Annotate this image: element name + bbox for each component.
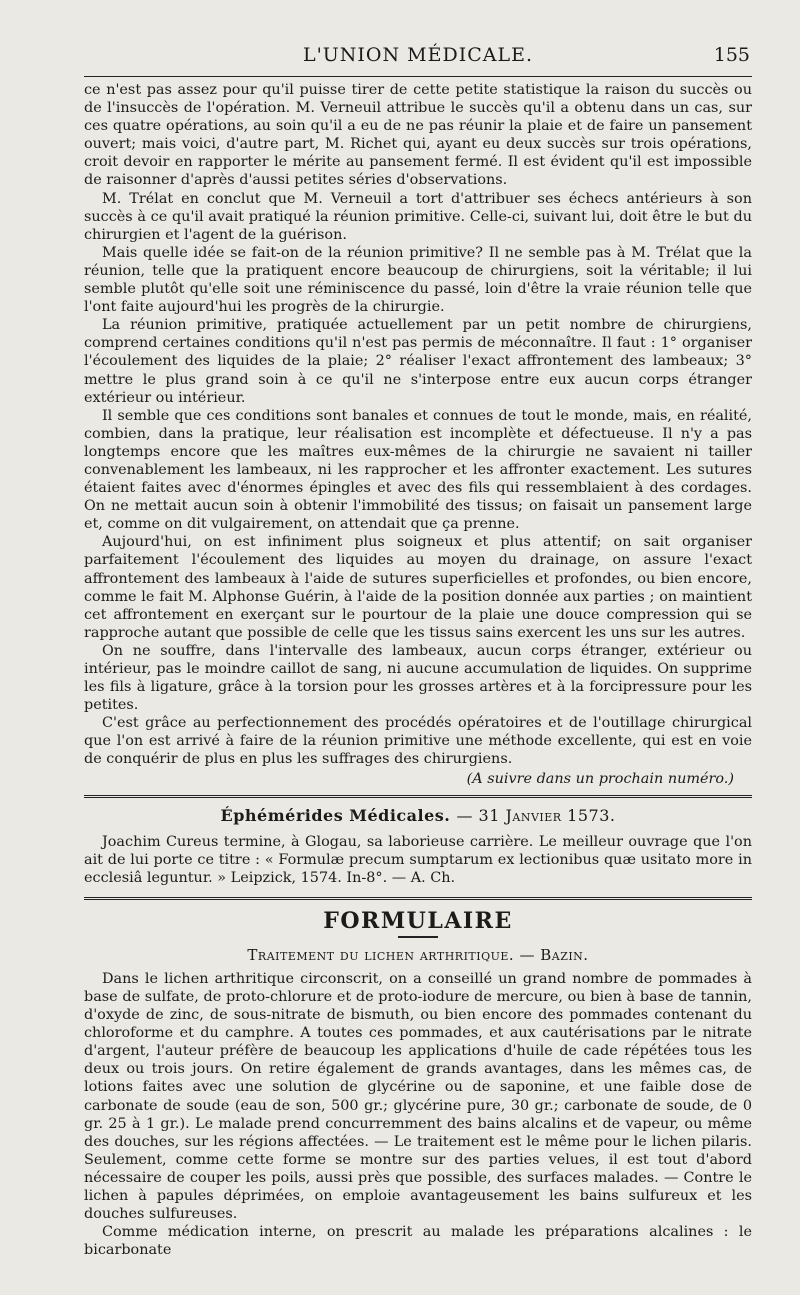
article-paragraph: Aujourd'hui, on est infiniment plus soigneux et plus attentif; on sait organiser parfaitement l'écoulement des liquides au moyen du drainage, on assure l'exact affrontement des lambeaux à l'aide de sutures superficielles et profondes, ou bien encore, comme le fait M. Alphonse Guérin, à l'aide de la position donnée aux parties ; on maintient cet affrontement en exerçant sur le pourtour de la plaie une douce compression qui se rapproche autant que possible de celle que les tissus sains exercent les uns sur les autres.	[84, 534, 752, 641]
article-paragraph: On ne souffre, dans l'intervalle des lambeaux, aucun corps étranger, extérieur ou intérieur, pas le moindre caillot de sang, ni aucune accumulation de liquides. On supprime les fils à ligature, grâce à la torsion pour les grosses artères et à la forcipressure pour les petites.	[84, 642, 752, 714]
formulaire-title: FORMULAIRE	[323, 907, 513, 934]
article-paragraph: La réunion primitive, pratiquée actuellement par un petit nombre de chirurgiens, comprend certaines conditions qu'il n'est pas permis de méconnaître. Il faut : 1° organiser l'écoulement des liquides de la plaie; 2° réaliser l'exact affrontement des lambeaux; 3° mettre le plus grand soin à ce qu'il ne s'interpose entre eux aucun corps étranger extérieur ou intérieur.	[84, 317, 752, 406]
article-paragraph: M. Trélat en conclut que M. Verneuil a tort d'attribuer ses échecs antérieurs à son succès à ce qu'il avait pratiqué la réunion primitive. Celle-ci, suivant lui, doit être le but du chirurgien et l'agent de la guérison.	[84, 190, 752, 243]
title-underline	[398, 936, 438, 938]
formulaire-subtitle: Traitement du lichen arthritique. — Bazin.	[247, 945, 589, 964]
formulaire-paragraph: Dans le lichen arthritique circonscrit, on a conseillé un grand nombre de pommades à base de sulfate, de proto-chlorure et de proto-iodure de mercure, ou bien à base de tannin, d'oxyde de zinc, de sous-nitrate de bismuth, ou bien encore des pommades contenant du chloroforme et du camphre. A toutes ces pommades, et aux cautérisations par le nitrate d'argent, l'auteur préfère de beaucoup les applications d'huile de cade répétées tous les deux ou trois jours. On retire également de grands avantages, dans les mêmes cas, de lotions faites avec une solution de glycérine ou de saponine, et une faible dose de carbonate de soude (eau de son, 500 gr.; glycérine pure, 30 gr.; carbonate de soude, de 0 gr. 25 à 1 gr.). Le malade prend concurremment des bains alcalins et de vapeur, ou même des douches, sur les régions affectées. — Le traitement est le même pour le lichen pilaris. Seulement, comme cette forme se montre sur des parties velues, il est tout d'abord nécessaire de couper les poils, aussi près que possible, des surfaces malades. — Contre le lichen à papules déprimées, on emploie avantageusement les bains sulfureux et les douches sulfureuses.	[84, 970, 752, 1223]
article-paragraph: ce n'est pas assez pour qu'il puisse tirer de cette petite statistique la raison du succès ou de l'insuccès de l'opération. M. Verneuil attribue le succès qu'il a obtenu dans un cas, sur ces quatre opérations, au soin qu'il a eu de ne pas réunir la plaie et de faire un pansement ouvert; mais voici, d'autre part, M. Richet qui, ayant eu deux succès sur trois opérations, croit devoir en rapporter le mérite au pansement fermé. Il est évident qu'il est impossible de raisonner d'après d'aussi petites séries d'observations.	[84, 82, 752, 189]
article-paragraph: Il semble que ces conditions sont banales et connues de tout le monde, mais, en réalité, combien, dans la pratique, leur réalisation est incomplète et défectueuse. Il n'y a pas longtemps encore que les maîtres eux-mêmes de la chirurgie ne savaient ni tailler convenablement les lambeaux, ni les rapprocher et les affronter exactement. Les sutures étaient faites avec d'énormes épingles et avec des fils qui ressemblaient à des cordages. On ne mettait aucun soin à obtenir l'immobilité des tissus; on faisait un pansement large et, comme on dit vulgairement, on attendait que ça prenne.	[84, 407, 752, 533]
ephemerides-date: — 31 Janvier 1573.	[456, 805, 616, 825]
ephemerides-heading	[84, 806, 752, 825]
formulaire-paragraph: Comme médication interne, on prescrit au malade les préparations alcalines : le bicarbonate	[84, 1224, 752, 1259]
formulaire-body	[84, 970, 752, 1260]
article-paragraph: Mais quelle idée se fait-on de la réunion primitive? Il ne semble pas à M. Trélat que la réunion, telle que la pratiquent encore beaucoup de chirurgiens, soit la véritable; il lui semble plutôt qu'elle soit une réminiscence du passé, loin d'être la vraie réunion telle que l'ont faite aujourd'hui les progrès de la chirurgie.	[84, 244, 752, 316]
article-body	[84, 81, 752, 789]
running-title: L'UNION MÉDICALE.	[302, 44, 534, 66]
ephemerides-title: Éphémérides Médicales.	[220, 805, 451, 825]
continue-note: (A suivre dans un prochain numéro.)	[466, 770, 734, 787]
section-divider	[84, 795, 752, 798]
article-paragraph: C'est grâce au perfectionnement des procédés opératoires et de l'outillage chirurgical que l'on est arrivé à faire de la réunion primitive une méthode excellente, qui est en voie de conquérir de plus en plus les suffrages des chirurgiens.	[84, 715, 752, 768]
page-number: 155	[713, 44, 750, 66]
section-divider	[84, 897, 752, 900]
ephemerides-text: Joachim Cureus termine, à Glogau, sa laborieuse carrière. Le meilleur ouvrage que l'on ait de lui porte ce titre : « Formulæ precum sumptarum ex lectionibus quæ usitato more in ecclesiâ leguntur. » Leipzick, 1574. In-8°. — A. Ch.	[84, 833, 752, 886]
page-header	[84, 42, 752, 76]
